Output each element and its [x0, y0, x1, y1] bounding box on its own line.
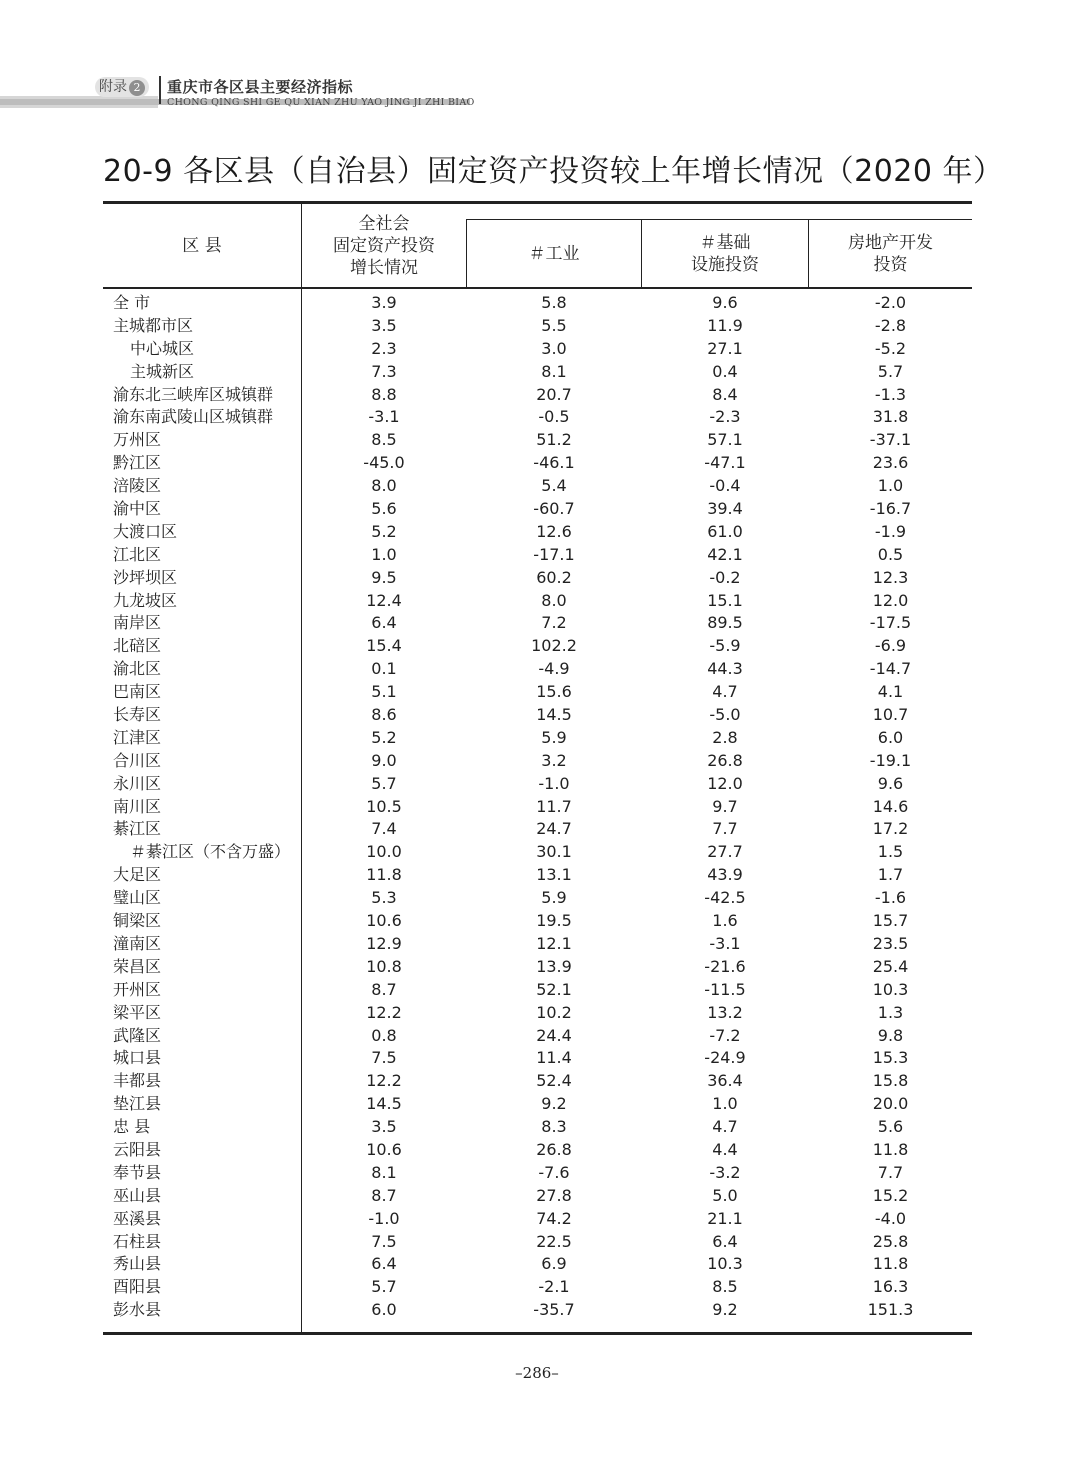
table-row [103, 1093, 972, 1116]
cell-real-estate: 1.7 [877, 865, 904, 885]
cell-total: 12.2 [366, 1002, 402, 1022]
cell-total: 6.0 [371, 1300, 397, 1320]
cell-total: 7.5 [371, 1048, 397, 1068]
cell-industry: 19.5 [536, 911, 572, 931]
cell-infrastructure: 2.8 [712, 727, 738, 747]
table-row [103, 590, 972, 613]
cell-total: 8.6 [371, 705, 397, 725]
table-row [103, 1116, 972, 1139]
row-name: 江北区 [113, 544, 162, 564]
cell-industry: 12.1 [536, 933, 572, 953]
cell-total: 10.8 [366, 956, 402, 976]
row-name: 北碚区 [113, 636, 162, 656]
table-row [103, 933, 972, 956]
cell-industry: 27.8 [536, 1185, 572, 1205]
cell-industry: -4.9 [538, 659, 570, 679]
cell-industry: 6.9 [541, 1254, 567, 1274]
header-industry: ＃工业 [528, 243, 580, 264]
cell-industry: 11.7 [536, 796, 572, 816]
cell-infrastructure: 9.7 [712, 796, 738, 816]
cell-real-estate: -1.9 [874, 521, 907, 541]
row-name: 主城都市区 [113, 315, 194, 335]
cell-infrastructure: 8.5 [712, 1277, 738, 1297]
cell-infrastructure: 6.4 [712, 1231, 738, 1251]
table-row [103, 681, 972, 704]
cell-total: 3.5 [371, 1117, 397, 1137]
table-row [103, 1070, 972, 1093]
cell-infrastructure: -47.1 [704, 453, 746, 473]
cell-real-estate: 10.3 [872, 979, 909, 999]
cell-total: 6.4 [371, 613, 397, 633]
cell-total: 0.1 [371, 659, 397, 679]
cell-infrastructure: -42.5 [704, 888, 746, 908]
table-row [103, 818, 972, 841]
cell-total: 12.9 [366, 933, 402, 953]
cell-infrastructure: 0.4 [712, 361, 738, 381]
row-name: 忠 县 [113, 1117, 151, 1137]
table-row [103, 1025, 972, 1048]
cell-industry: -60.7 [533, 499, 575, 519]
table-row [103, 1299, 972, 1322]
cell-industry: 5.8 [541, 293, 567, 312]
cell-infrastructure: 39.4 [707, 499, 743, 519]
table-row [103, 361, 972, 384]
table-row [103, 429, 972, 452]
row-name: 南川区 [113, 796, 162, 816]
cell-total: 8.5 [371, 430, 397, 450]
cell-total: 5.3 [371, 888, 397, 908]
cell-total: 5.7 [371, 1277, 397, 1297]
row-name: 开州区 [113, 979, 162, 999]
cell-total: -3.1 [368, 407, 400, 427]
row-name: 垫江县 [113, 1094, 162, 1114]
appendix-number: 2 [129, 80, 145, 96]
cell-infrastructure: 43.9 [707, 865, 743, 885]
cell-industry: -46.1 [533, 453, 575, 473]
cell-total: 9.0 [371, 750, 397, 770]
row-name: 石柱县 [113, 1231, 162, 1251]
table-row [103, 292, 972, 315]
cell-industry: 15.6 [536, 682, 572, 702]
cell-industry: 24.7 [536, 819, 572, 839]
row-name: 铜梁区 [113, 911, 162, 931]
cell-industry: 3.0 [541, 338, 567, 358]
table-row [103, 727, 972, 750]
cell-real-estate: -2.0 [874, 293, 907, 312]
cell-real-estate: -17.5 [869, 613, 912, 633]
cell-industry: 8.1 [541, 361, 567, 381]
table-bottom-rule [103, 1332, 972, 1335]
cell-infrastructure: -0.4 [709, 476, 741, 496]
cell-real-estate: 0.5 [877, 544, 904, 564]
cell-real-estate: -16.7 [869, 499, 912, 519]
table-header-rule [103, 287, 972, 289]
header-real-estate: 房地产开发 投资 [848, 232, 933, 275]
cell-total: 5.6 [371, 499, 397, 519]
table-row [103, 338, 972, 361]
header-infrastructure: ＃基础 设施投资 [691, 232, 759, 275]
cell-real-estate: 6.0 [877, 727, 904, 747]
cell-industry: 74.2 [536, 1208, 572, 1228]
table-row [103, 315, 972, 338]
cell-industry: 60.2 [536, 567, 572, 587]
cell-industry: 13.9 [536, 956, 572, 976]
row-name: 全 市 [113, 293, 151, 312]
cell-infrastructure: 36.4 [707, 1071, 743, 1091]
table-row [103, 750, 972, 773]
cell-total: 11.8 [366, 865, 402, 885]
table-row [103, 910, 972, 933]
row-name: 九龙坡区 [113, 590, 178, 610]
cell-real-estate: 15.2 [872, 1185, 909, 1205]
cell-total: 8.1 [371, 1162, 397, 1182]
cell-infrastructure: 21.1 [707, 1208, 743, 1228]
cell-total: 7.4 [371, 819, 397, 839]
cell-total: 14.5 [366, 1094, 402, 1114]
row-name: 主城新区 [130, 361, 195, 381]
cell-infrastructure: 9.2 [712, 1300, 738, 1320]
section-title-cn: 重庆市各区县主要经济指标 [167, 78, 354, 96]
cell-real-estate: 23.6 [872, 453, 909, 473]
cell-total: 3.9 [371, 293, 397, 312]
cell-industry: 5.9 [541, 888, 567, 908]
cell-infrastructure: -7.2 [709, 1025, 741, 1045]
cell-industry: 5.4 [541, 476, 567, 496]
cell-total: 10.6 [366, 1139, 402, 1159]
cell-industry: 14.5 [536, 705, 572, 725]
row-name: 南岸区 [113, 613, 162, 633]
section-title-en: CHONG QING SHI GE QU XIAN ZHU YAO JING JI ZHI BIAO [167, 97, 475, 108]
table-row [103, 1253, 972, 1276]
cell-real-estate: 4.1 [877, 682, 904, 702]
row-name: 渝中区 [113, 499, 162, 519]
cell-infrastructure: -3.2 [709, 1162, 741, 1182]
cell-infrastructure: -21.6 [704, 956, 746, 976]
header-total: 全社会 固定资产投资 增长情况 [333, 213, 435, 278]
cell-real-estate: -2.8 [874, 315, 907, 335]
row-name: 巴南区 [113, 682, 162, 702]
table-row [103, 475, 972, 498]
cell-industry: 7.2 [541, 613, 567, 633]
cell-real-estate: 20.0 [872, 1094, 909, 1114]
row-name: 城口县 [113, 1048, 162, 1068]
cell-industry: 10.2 [536, 1002, 572, 1022]
cell-real-estate: 1.0 [877, 476, 904, 496]
table-row [103, 384, 972, 407]
table-row [103, 1047, 972, 1070]
cell-industry: -17.1 [533, 544, 575, 564]
table-row [103, 1231, 972, 1254]
cell-real-estate: 10.7 [872, 705, 909, 725]
row-name: 渝东南武陵山区城镇群 [113, 407, 274, 427]
row-name: 涪陵区 [113, 476, 162, 496]
cell-infrastructure: 13.2 [707, 1002, 743, 1022]
cell-infrastructure: -3.1 [709, 933, 741, 953]
cell-real-estate: -5.2 [874, 338, 907, 358]
cell-total: 7.3 [371, 361, 397, 381]
table-row [103, 841, 972, 864]
cell-real-estate: -37.1 [869, 430, 912, 450]
cell-industry: 13.1 [536, 865, 572, 885]
cell-real-estate: 1.3 [877, 1002, 904, 1022]
header-district: 区 县 [182, 235, 222, 256]
table-row [103, 887, 972, 910]
cell-industry: 8.0 [541, 590, 567, 610]
cell-industry: 5.5 [541, 315, 567, 335]
cell-infrastructure: 1.6 [712, 911, 738, 931]
cell-real-estate: 17.2 [872, 819, 909, 839]
table-row [103, 658, 972, 681]
cell-real-estate: 31.8 [872, 407, 909, 427]
cell-infrastructure: 42.1 [707, 544, 743, 564]
cell-total: 10.0 [366, 842, 402, 862]
row-name: 奉节县 [113, 1162, 162, 1182]
cell-total: 12.4 [366, 590, 402, 610]
row-name: 巫山县 [113, 1185, 162, 1205]
cell-total: 0.8 [371, 1025, 397, 1045]
table-row [103, 406, 972, 429]
table-row [103, 1139, 972, 1162]
cell-infrastructure: -2.3 [709, 407, 741, 427]
cell-infrastructure: -5.9 [709, 636, 741, 656]
cell-infrastructure: 27.1 [707, 338, 743, 358]
table-row [103, 498, 972, 521]
cell-infrastructure: -0.2 [709, 567, 741, 587]
cell-infrastructure: 44.3 [707, 659, 743, 679]
cell-real-estate: 23.5 [872, 933, 909, 953]
cell-real-estate: 5.7 [877, 361, 904, 381]
cell-total: 10.6 [366, 911, 402, 931]
row-name: 酉阳县 [113, 1277, 162, 1297]
cell-industry: -1.0 [538, 773, 570, 793]
cell-infrastructure: 61.0 [707, 521, 743, 541]
cell-industry: 26.8 [536, 1139, 572, 1159]
table-row [103, 612, 972, 635]
cell-real-estate: 16.3 [872, 1277, 909, 1297]
appendix-badge [95, 77, 149, 97]
table-row [103, 635, 972, 658]
cell-infrastructure: -5.0 [709, 705, 741, 725]
cell-industry: 11.4 [536, 1048, 572, 1068]
row-name: 中心城区 [130, 338, 195, 358]
cell-total: 15.4 [366, 636, 402, 656]
row-name: 沙坪坝区 [113, 567, 178, 587]
cell-industry: -2.1 [538, 1277, 570, 1297]
cell-real-estate: 15.8 [872, 1071, 909, 1091]
table-row [103, 1162, 972, 1185]
cell-real-estate: 25.4 [872, 956, 909, 976]
table-row [103, 567, 972, 590]
row-name: 大渡口区 [113, 521, 178, 541]
cell-real-estate: 5.6 [877, 1117, 904, 1137]
cell-real-estate: 12.0 [872, 590, 909, 610]
cell-real-estate: -19.1 [869, 750, 912, 770]
row-name: 渝北区 [113, 659, 162, 679]
table-row [103, 1276, 972, 1299]
cell-real-estate: 14.6 [872, 796, 909, 816]
cell-real-estate: 7.7 [877, 1162, 904, 1182]
cell-real-estate: -4.0 [874, 1208, 907, 1228]
cell-infrastructure: 1.0 [712, 1094, 738, 1114]
cell-infrastructure: 15.1 [707, 590, 743, 610]
header-separator [159, 76, 161, 104]
cell-total: 5.2 [371, 521, 397, 541]
cell-total: 8.0 [371, 476, 397, 496]
cell-industry: 20.7 [536, 384, 572, 404]
cell-real-estate: 11.8 [872, 1254, 909, 1274]
table-row [103, 544, 972, 567]
cell-real-estate: 11.8 [872, 1139, 909, 1159]
cell-infrastructure: 4.7 [712, 682, 738, 702]
data-table [103, 201, 972, 1335]
cell-total: 2.3 [371, 338, 397, 358]
cell-infrastructure: 12.0 [707, 773, 743, 793]
cell-total: 8.7 [371, 979, 397, 999]
cell-industry: 30.1 [536, 842, 572, 862]
page-title: 20-9 各区县（自治县）固定资产投资较上年增长情况（2020 年） [103, 154, 1004, 189]
cell-total: 10.5 [366, 796, 402, 816]
appendix-label: 附录 [99, 79, 127, 95]
row-name: 大足区 [113, 865, 162, 885]
cell-industry: 8.3 [541, 1117, 567, 1137]
cell-real-estate: 12.3 [872, 567, 909, 587]
table-row [103, 521, 972, 544]
cell-real-estate: -1.6 [874, 888, 907, 908]
cell-total: 12.2 [366, 1071, 402, 1091]
row-name: 璧山区 [113, 888, 162, 908]
table-row [103, 1002, 972, 1025]
row-name: 黔江区 [113, 453, 162, 473]
row-name: 永川区 [113, 773, 162, 793]
row-name: 綦江区 [113, 819, 162, 839]
cell-real-estate: 9.6 [877, 773, 904, 793]
table-row [103, 1185, 972, 1208]
table-row [103, 979, 972, 1002]
table-row [103, 704, 972, 727]
cell-total: 6.4 [371, 1254, 397, 1274]
table-row [103, 452, 972, 475]
cell-infrastructure: -11.5 [704, 979, 746, 999]
cell-industry: -35.7 [533, 1300, 575, 1320]
table-row [103, 864, 972, 887]
cell-infrastructure: 27.7 [707, 842, 743, 862]
cell-total: 5.1 [371, 682, 397, 702]
cell-industry: 9.2 [541, 1094, 567, 1114]
cell-industry: 51.2 [536, 430, 572, 450]
cell-real-estate: 9.8 [877, 1025, 904, 1045]
cell-industry: 102.2 [531, 636, 577, 656]
row-name: 丰都县 [113, 1071, 162, 1091]
row-name: 潼南区 [113, 933, 162, 953]
cell-real-estate: -1.3 [874, 384, 907, 404]
cell-real-estate: 25.8 [872, 1231, 909, 1251]
cell-real-estate: 151.3 [867, 1300, 914, 1320]
cell-infrastructure: 4.7 [712, 1117, 738, 1137]
cell-industry: 3.2 [541, 750, 567, 770]
row-name: 荣昌区 [113, 956, 162, 976]
row-name: 武隆区 [113, 1025, 162, 1045]
table-row [103, 956, 972, 979]
cell-real-estate: 15.3 [872, 1048, 909, 1068]
cell-infrastructure: 10.3 [707, 1254, 743, 1274]
cell-total: -45.0 [363, 453, 405, 473]
row-name: 万州区 [113, 430, 162, 450]
cell-total: 3.5 [371, 315, 397, 335]
row-name: 秀山县 [113, 1254, 162, 1274]
table-row [103, 1208, 972, 1231]
cell-total: 8.7 [371, 1185, 397, 1205]
row-name: 梁平区 [113, 1002, 162, 1022]
row-name: 巫溪县 [113, 1208, 162, 1228]
row-name: 云阳县 [113, 1139, 162, 1159]
table-body [103, 292, 972, 1322]
cell-total: 5.2 [371, 727, 397, 747]
cell-industry: -0.5 [538, 407, 570, 427]
table-row [103, 796, 972, 819]
row-name: 长寿区 [113, 705, 162, 725]
cell-infrastructure: 7.7 [712, 819, 738, 839]
cell-real-estate: -14.7 [869, 659, 912, 679]
row-name: 彭水县 [113, 1300, 162, 1320]
cell-total: -1.0 [368, 1208, 400, 1228]
cell-industry: 22.5 [536, 1231, 572, 1251]
cell-real-estate: 15.7 [872, 911, 909, 931]
cell-infrastructure: 26.8 [707, 750, 743, 770]
cell-industry: 52.1 [536, 979, 572, 999]
cell-infrastructure: 11.9 [707, 315, 743, 335]
cell-industry: 24.4 [536, 1025, 572, 1045]
cell-real-estate: 1.5 [877, 842, 904, 862]
cell-infrastructure: 5.0 [712, 1185, 738, 1205]
page-number: –286– [515, 1364, 559, 1382]
cell-total: 1.0 [371, 544, 397, 564]
cell-industry: 12.6 [536, 521, 572, 541]
cell-infrastructure: 8.4 [712, 384, 738, 404]
cell-industry: 5.9 [541, 727, 567, 747]
cell-industry: 52.4 [536, 1071, 572, 1091]
cell-real-estate: -6.9 [874, 636, 907, 656]
row-name: 渝东北三峡库区城镇群 [113, 384, 274, 404]
cell-infrastructure: -24.9 [704, 1048, 746, 1068]
cell-total: 5.7 [371, 773, 397, 793]
cell-total: 9.5 [371, 567, 397, 587]
cell-infrastructure: 89.5 [707, 613, 743, 633]
cell-total: 8.8 [371, 384, 397, 404]
table-row [103, 773, 972, 796]
row-name: 江津区 [113, 727, 162, 747]
cell-infrastructure: 57.1 [707, 430, 743, 450]
row-name: ＃綦江区（不含万盛） [130, 842, 291, 862]
cell-total: 7.5 [371, 1231, 397, 1251]
cell-industry: -7.6 [538, 1162, 570, 1182]
cell-infrastructure: 4.4 [712, 1139, 738, 1159]
row-name: 合川区 [113, 750, 162, 770]
cell-infrastructure: 9.6 [712, 293, 738, 312]
